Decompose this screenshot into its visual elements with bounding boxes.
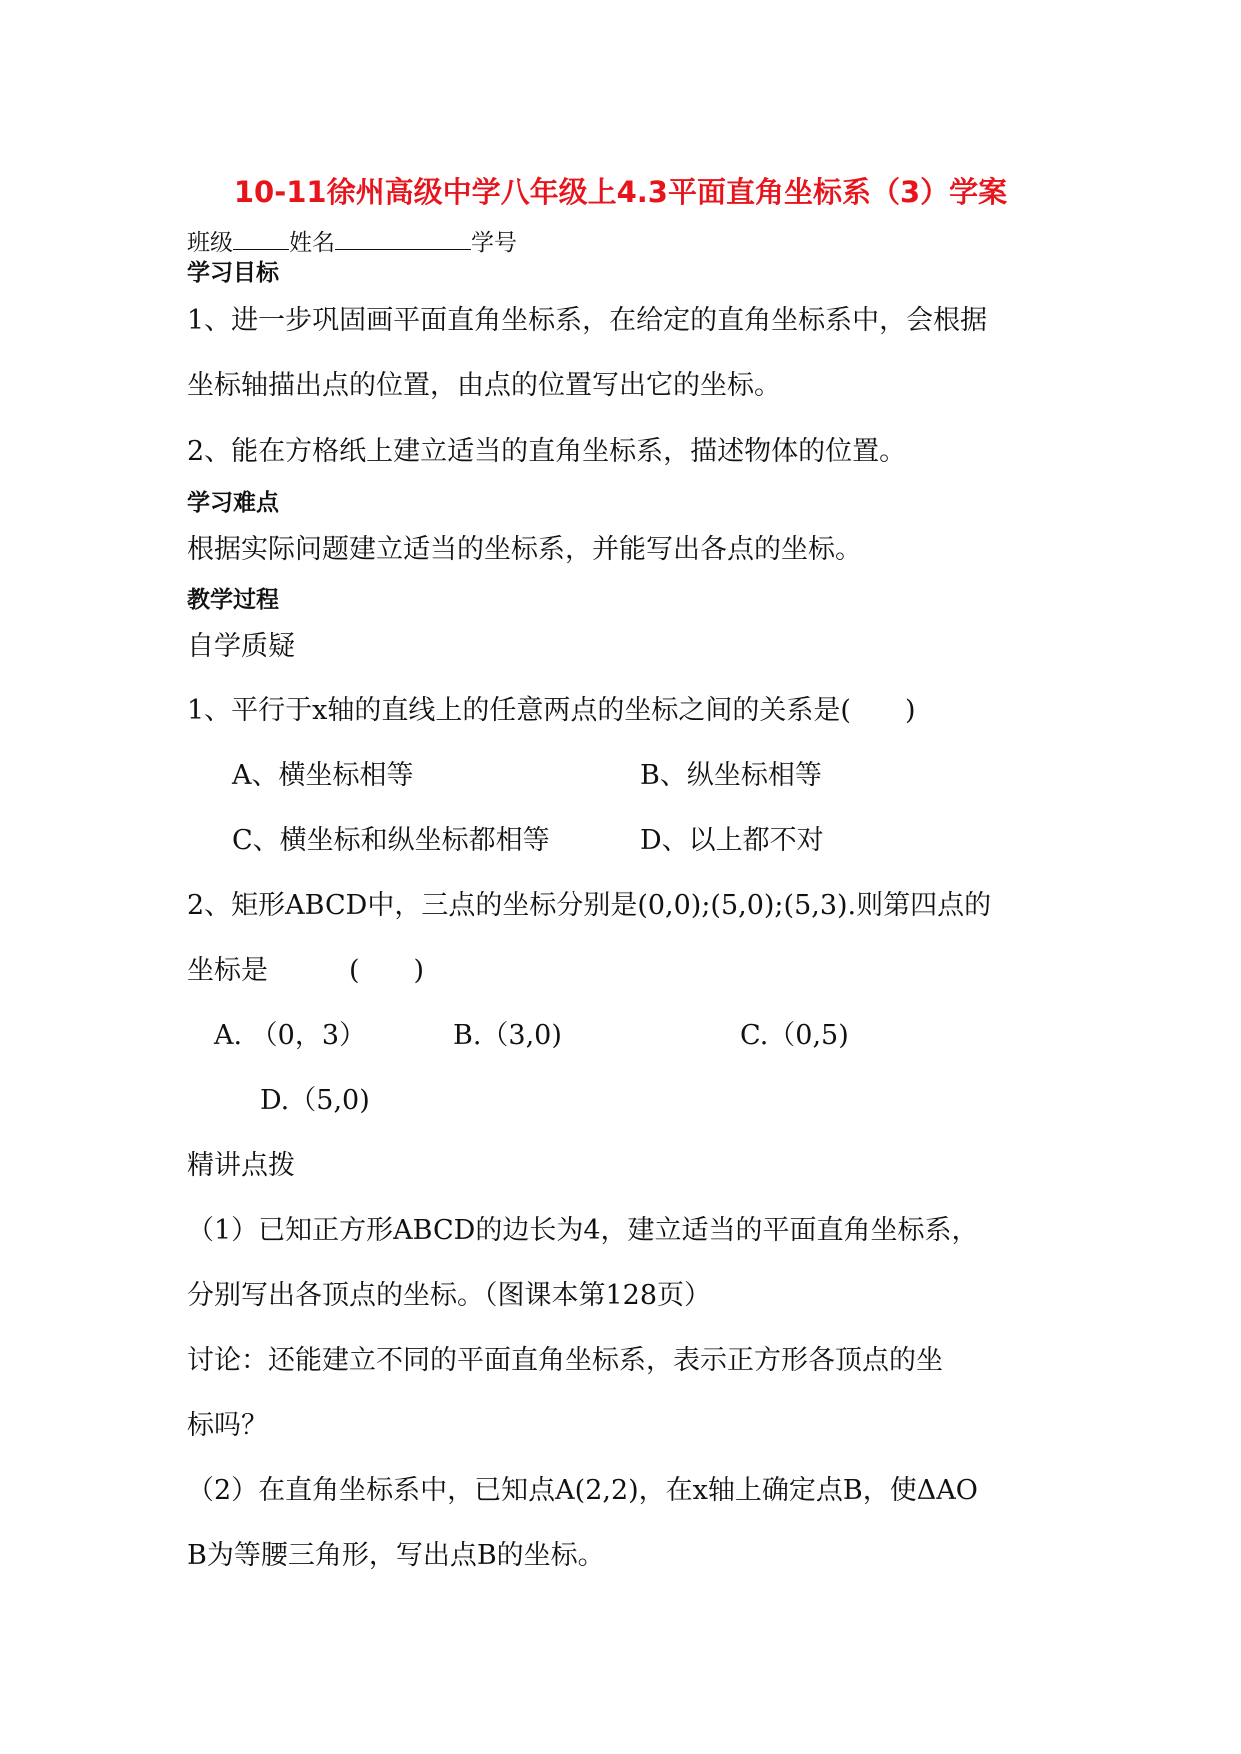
q1-option-c: C、横坐标和纵坐标都相等 xyxy=(232,825,550,856)
explain-p2-line-2: B为等腰三角形，写出点B的坐标。 xyxy=(187,1540,605,1571)
explain-p1-line-1: （1）已知正方形ABCD的边长为4，建立适当的平面直角坐标系， xyxy=(187,1215,979,1246)
number-label: 学号 xyxy=(471,230,517,256)
class-label: 班级 xyxy=(187,230,233,256)
q2-stem-line-2: 坐标是 ( ) xyxy=(187,955,425,986)
document-title: 10-11徐州高级中学八年级上4.3平面直角坐标系（3）学案 xyxy=(233,175,1008,209)
goal-line-2: 坐标轴描出点的位置，由点的位置写出它的坐标。 xyxy=(187,370,781,401)
q2-stem-line-1: 2、矩形ABCD中，三点的坐标分别是(0,0);(5,0);(5,3).则第四点的 xyxy=(187,890,992,921)
difficulty-heading: 学习难点 xyxy=(187,490,279,516)
process-heading: 教学过程 xyxy=(187,587,279,613)
explain-p1-line-2: 分别写出各顶点的坐标。（图课本第128页） xyxy=(187,1280,712,1311)
q1-option-b: B、纵坐标相等 xyxy=(640,760,822,791)
q2-option-b: B.（3,0) xyxy=(453,1020,562,1051)
name-blank[interactable] xyxy=(335,225,471,250)
q1-stem: 1、平行于x轴的直线上的任意两点的坐标之间的关系是( ) xyxy=(187,695,916,726)
goals-heading: 学习目标 xyxy=(187,260,279,286)
discuss-line-2: 标吗？ xyxy=(187,1410,268,1441)
q2-option-a: A. （0，3） xyxy=(214,1020,367,1051)
explain-heading: 精讲点拨 xyxy=(187,1150,295,1181)
q1-option-d: D、以上都不对 xyxy=(640,825,824,856)
explain-p2-line-1: （2）在直角坐标系中，已知点A(2,2)，在x轴上确定点B，使ΔAO xyxy=(187,1475,978,1506)
q2-option-d: D.（5,0) xyxy=(260,1085,370,1116)
goal-line-1: 1、进一步巩固画平面直角坐标系，在给定的直角坐标系中，会根据 xyxy=(187,305,988,336)
q1-option-a: A、横坐标相等 xyxy=(232,760,414,791)
discuss-line-1: 讨论：还能建立不同的平面直角坐标系，表示正方形各顶点的坐 xyxy=(187,1345,943,1376)
q2-option-c: C.（0,5) xyxy=(740,1020,849,1051)
difficulty-text: 根据实际问题建立适当的坐标系，并能写出各点的坐标。 xyxy=(187,534,862,565)
name-label: 姓名 xyxy=(289,230,335,256)
goal-line-3: 2、能在方格纸上建立适当的直角坐标系，描述物体的位置。 xyxy=(187,436,907,467)
class-blank[interactable] xyxy=(233,225,289,250)
self-study-label: 自学质疑 xyxy=(187,631,295,662)
